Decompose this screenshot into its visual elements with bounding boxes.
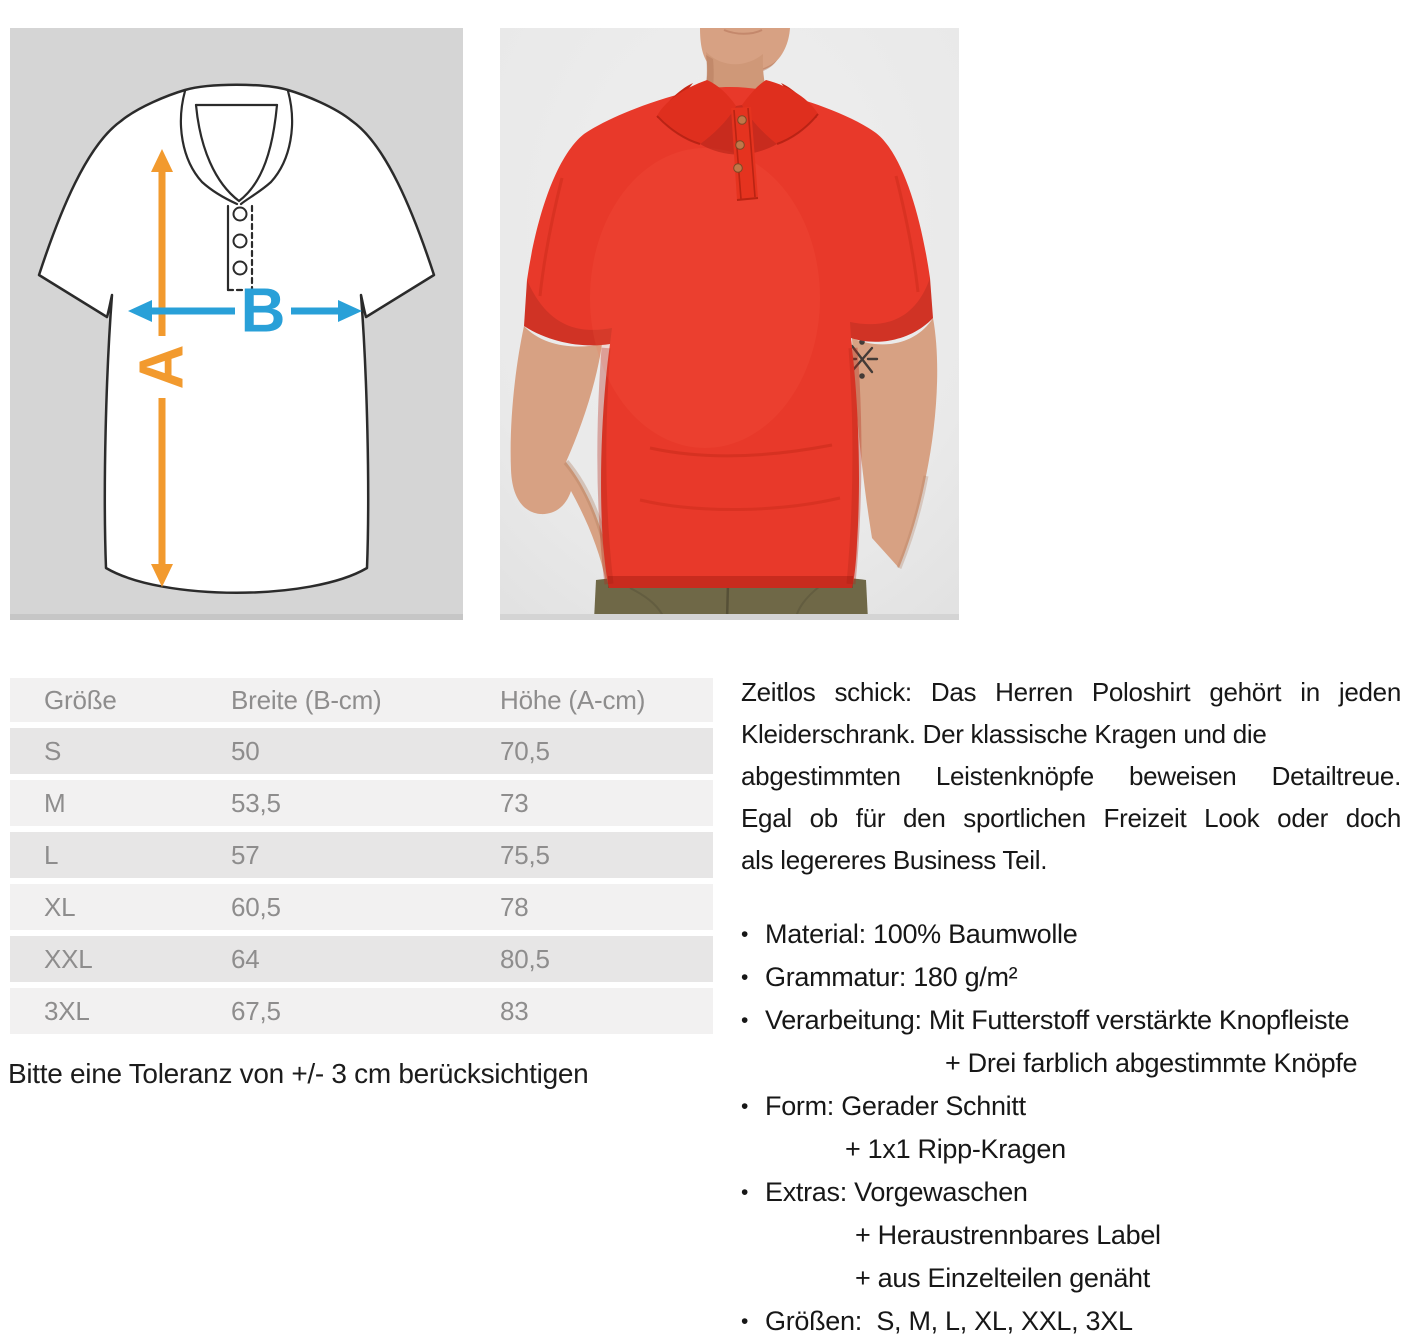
paragraph-line: als legereres Business Teil.	[741, 845, 1048, 875]
model-photo-drawing	[500, 28, 959, 620]
width-cell: 50	[231, 735, 260, 766]
model-photo	[500, 28, 959, 620]
bullet-icon: •	[741, 923, 749, 946]
height-cell: 78	[500, 891, 529, 922]
list-item	[741, 1085, 1423, 1128]
list-item	[741, 1300, 1423, 1343]
width-cell: 57	[231, 839, 260, 870]
size-cell: XL	[44, 891, 76, 922]
list-item-text: Größen: S, M, L, XL, XXL, 3XL	[765, 1306, 1133, 1336]
width-cell: 60,5	[231, 891, 281, 922]
bullet-icon: •	[741, 1181, 749, 1204]
placket-buttons	[234, 208, 247, 275]
bullet-icon: •	[741, 1095, 749, 1118]
list-item-continuation: + Heraustrennbares Label	[855, 1220, 1161, 1250]
height-cell: 75,5	[500, 839, 550, 870]
paragraph-line: Kleiderschrank. Der klassische Kragen und die	[741, 719, 1267, 749]
size-diagram-drawing	[10, 28, 463, 620]
bullet-icon: •	[741, 966, 749, 989]
list-item-text: Grammatur: 180 g/m²	[765, 962, 1018, 992]
size-diagram	[10, 28, 463, 620]
bullet-icon: •	[741, 1310, 749, 1333]
size-cell: XXL	[44, 943, 93, 974]
table-row	[10, 884, 713, 930]
paragraph-line: Zeitlos schick: Das Herren Poloshirt gehört in jeden	[741, 677, 1401, 707]
width-cell: 64	[231, 943, 260, 974]
list-item-text: Form: Gerader Schnitt	[765, 1091, 1026, 1121]
list-item	[741, 913, 1423, 956]
list-item	[741, 999, 1423, 1042]
list-item-text: Extras: Vorgewaschen	[765, 1177, 1028, 1207]
diagram-label-a: A	[127, 344, 197, 390]
list-item-continuation: + 1x1 Ripp-Kragen	[845, 1134, 1066, 1164]
product-description-paragraph	[741, 671, 1401, 881]
product-detail-list	[741, 913, 1423, 1343]
column-header-height: Höhe (A-cm)	[500, 684, 646, 715]
paragraph-line: Egal ob für den sportlichen Freizeit Look oder doch	[741, 803, 1401, 833]
list-item	[741, 1171, 1423, 1214]
list-item	[741, 956, 1423, 999]
list-item-continuation: + aus Einzelteilen genäht	[855, 1263, 1150, 1293]
width-cell: 67,5	[231, 995, 281, 1026]
list-item-text: Verarbeitung: Mit Futterstoff verstärkte Knopfleiste	[765, 1005, 1350, 1035]
paragraph-line: abgestimmten Leistenknöpfe beweisen Detailtreue.	[741, 761, 1401, 791]
table-row	[10, 728, 713, 774]
height-cell: 73	[500, 787, 529, 818]
diagram-label-b: B	[240, 276, 286, 346]
size-cell: M	[44, 787, 66, 818]
size-cell: L	[44, 839, 59, 870]
bullet-icon: •	[741, 1009, 749, 1032]
height-cell: 80,5	[500, 943, 550, 974]
tolerance-note: Bitte eine Toleranz von +/- 3 cm berücksichtigen	[8, 1058, 589, 1089]
size-table	[10, 678, 713, 1040]
height-cell: 83	[500, 995, 529, 1026]
table-row	[10, 832, 713, 878]
size-table-header-row	[10, 678, 713, 722]
column-header-size: Größe	[44, 684, 117, 715]
list-item-text: Material: 100% Baumwolle	[765, 919, 1078, 949]
size-cell: 3XL	[44, 995, 90, 1026]
table-row	[10, 936, 713, 982]
list-item-continuation: + Drei farblich abgestimmte Knöpfe	[945, 1048, 1358, 1078]
table-row	[10, 780, 713, 826]
height-cell: 70,5	[500, 735, 550, 766]
table-row	[10, 988, 713, 1034]
size-cell: S	[44, 735, 62, 766]
column-header-width: Breite (B-cm)	[231, 684, 382, 715]
width-cell: 53,5	[231, 787, 281, 818]
